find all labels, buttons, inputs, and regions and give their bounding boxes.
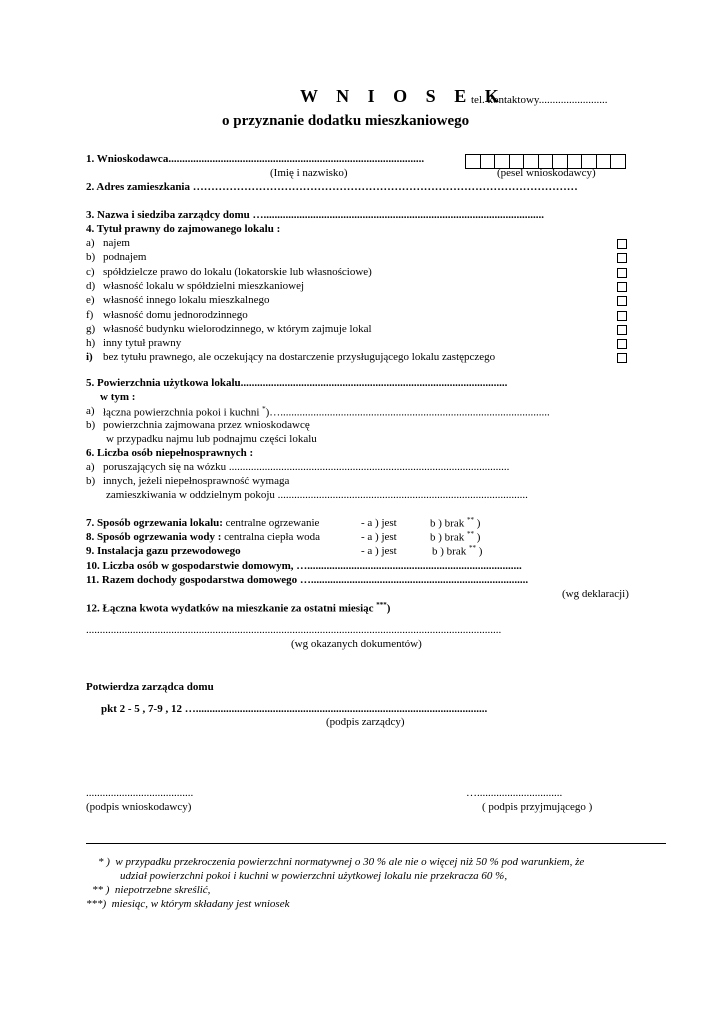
footnote-1-line-2: udział powierzchni pokoi i kuchni w powierzchni użytkowej lokalu nie przekracza 60 %, [120, 870, 508, 882]
name-hint: (Imię i nazwisko) [270, 167, 348, 179]
legal-title-letter: e) [86, 294, 95, 306]
legal-title-label: spółdzielcze prawo do lokalu (lokatorskie lub własnościowe) [103, 266, 372, 278]
disabled-b-label: innych, jeżeli niepełnosprawność wymaga [103, 475, 290, 487]
legal-title-label: inny tytuł prawny [103, 337, 182, 349]
expenses-heading: 12. Łączna kwota wydatków na mieszkanie za ostatni miesiąc ***) [86, 601, 391, 615]
legal-title-letter: h) [86, 337, 96, 349]
legal-title-checkbox[interactable] [617, 339, 627, 349]
footnote-3: ***) miesiąc, w którym składany jest wniosek [86, 898, 290, 910]
pesel-hint: (pesel wnioskodawcy) [497, 167, 596, 179]
manager-signature-field[interactable]: pkt 2 - 5 , 7-9 , 12 ….......................................................................................................... [101, 703, 488, 715]
gas-row: 9. Instalacja gazu przewodowego [86, 545, 241, 557]
legal-title-checkbox[interactable] [617, 253, 627, 263]
gas-yes-option[interactable]: - a ) jest [361, 545, 397, 557]
contact-phone-field[interactable]: tel. kontaktowy......................... [471, 94, 608, 106]
in-that-label: w tym : [100, 391, 136, 403]
income-hint: (wg deklaracji) [562, 588, 629, 600]
water-yes-option[interactable]: - a ) jest [361, 531, 397, 543]
legal-title-label: własność budynku wielorodzinnego, w którym zajmuje lokal [103, 323, 372, 335]
area-a-field[interactable]: łączna powierzchnia pokoi i kuchni *)….................................................................................................. [103, 405, 550, 419]
form-subtitle: o przyznanie dodatku mieszkaniowego [222, 113, 470, 129]
legal-title-letter: g) [86, 323, 96, 335]
legal-title-letter: c) [86, 266, 95, 278]
legal-title-label: własność innego lokalu mieszkalnego [103, 294, 270, 306]
legal-title-label: podnajem [103, 251, 147, 263]
manager-signature-hint: (podpis zarządcy) [326, 716, 405, 728]
address-field[interactable]: 2. Adres zamieszkania …………………………………………………………………………………………… [86, 181, 578, 193]
wheelchair-field[interactable]: poruszających się na wózku ...................................................................................................... [103, 461, 510, 473]
heating-yes-option[interactable]: - a ) jest [361, 517, 397, 529]
confirm-heading: Potwierdza zarządca domu [86, 681, 214, 693]
expenses-field[interactable]: ....................................................................................................................................................... [86, 624, 502, 636]
water-no-option[interactable]: b ) brak ** ) [430, 530, 481, 544]
household-size-field[interactable]: 10. Liczba osób w gospodarstwie domowym, ….............................................................................. [86, 560, 522, 572]
separate-room-field[interactable]: zamieszkiwania w oddzielnym pokoju ........................................................................................... [106, 489, 528, 501]
heating-row: 7. Sposób ogrzewania lokalu: centralne ogrzewanie [86, 517, 320, 529]
footnote-1: * ) w przypadku przekroczenia powierzchni normatywnej o 30 % ale nie o więcej niż 50 % pod warunkiem, że [98, 856, 585, 868]
applicant-signature-field[interactable]: ....................................... [86, 787, 194, 799]
legal-title-letter: b) [86, 251, 96, 263]
disabled-heading: 6. Liczba osób niepełnosprawnych : [86, 447, 254, 459]
area-b-letter: b) [86, 419, 96, 431]
legal-title-checkbox[interactable] [617, 325, 627, 335]
gas-no-option[interactable]: b ) brak ** ) [432, 544, 483, 558]
usable-area-field[interactable]: 5. Powierzchnia użytkowa lokalu................................................................................................. [86, 377, 508, 389]
legal-title-checkbox[interactable] [617, 311, 627, 321]
footnote-divider [86, 843, 666, 844]
legal-title-letter: f) [86, 309, 94, 321]
legal-title-label: najem [103, 237, 130, 249]
receiver-signature-hint: ( podpis przyjmującego ) [482, 801, 593, 813]
legal-title-checkbox[interactable] [617, 268, 627, 278]
legal-title-letter: i) [86, 351, 93, 363]
form-title: W N I O S E K [300, 86, 506, 106]
legal-title-checkbox[interactable] [617, 296, 627, 306]
legal-title-label: bez tytułu prawnego, ale oczekujący na dostarczenie przysługującego lokalu zastępczego [103, 351, 496, 363]
applicant-signature-hint: (podpis wnioskodawcy) [86, 801, 192, 813]
disabled-b-letter: b) [86, 475, 96, 487]
area-b-label: powierzchnia zajmowana przez wnioskodawcę [103, 419, 310, 431]
legal-title-letter: a) [86, 237, 95, 249]
legal-title-label: własność lokalu w spółdzielni mieszkaniowej [103, 280, 305, 292]
legal-title-checkbox[interactable] [617, 353, 627, 363]
manager-field[interactable]: 3. Nazwa i siedziba zarządcy domu …...................................................................................................... [86, 209, 545, 221]
legal-title-heading: 4. Tytuł prawny do zajmowanego lokalu : [86, 223, 281, 235]
legal-title-checkbox[interactable] [617, 239, 627, 249]
footnote-2: ** ) niepotrzebne skreślić, [92, 884, 211, 896]
area-b-label-2: w przypadku najmu lub podnajmu części lokalu [106, 433, 317, 445]
expenses-hint: (wg okazanych dokumentów) [291, 638, 422, 650]
disabled-a-letter: a) [86, 461, 95, 473]
area-a-letter: a) [86, 405, 95, 417]
receiver-signature-field[interactable]: …............................... [466, 787, 563, 799]
heating-no-option[interactable]: b ) brak ** ) [430, 516, 481, 530]
water-heating-row: 8. Sposób ogrzewania wody : centralna ciepła woda [86, 531, 321, 543]
legal-title-label: własność domu jednorodzinnego [103, 309, 248, 321]
applicant-name-field[interactable]: 1. Wnioskodawca............................................................................................. [86, 153, 425, 165]
legal-title-letter: d) [86, 280, 96, 292]
legal-title-checkbox[interactable] [617, 282, 627, 292]
household-income-field[interactable]: 11. Razem dochody gospodarstwa domowego …............................................................................... [86, 574, 529, 586]
